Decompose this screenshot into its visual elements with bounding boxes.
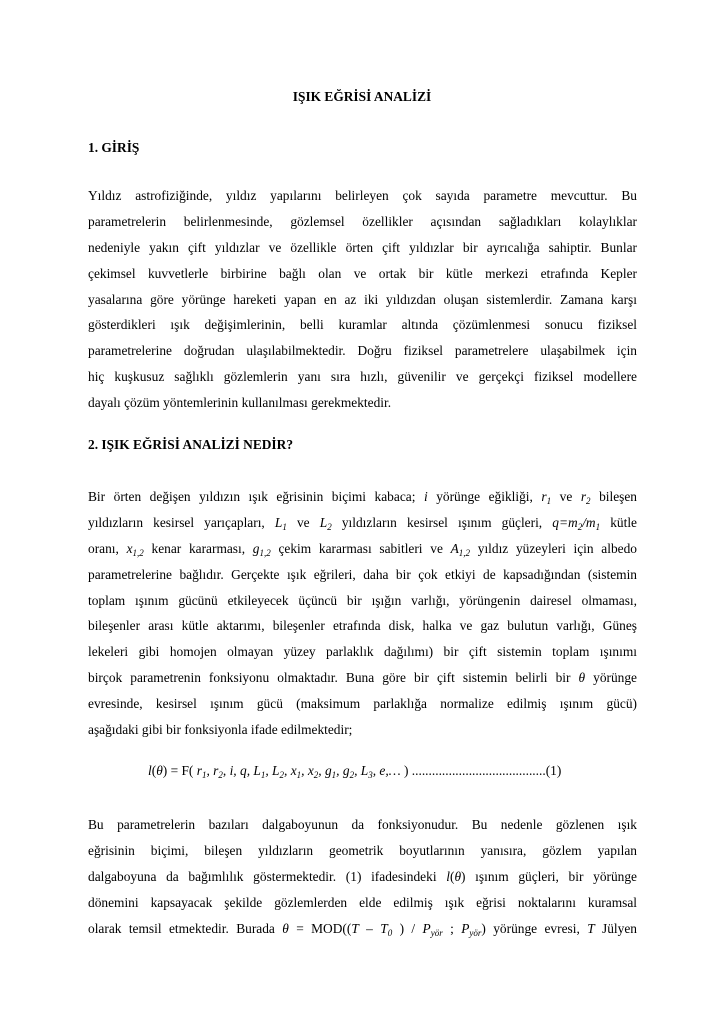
text-line: lekeleri gibi homojen olmayan yüzey parlaklık dağılımı) bir çift sistemin toplam ışınımı — [88, 644, 637, 660]
text-line: dönemini kapsayacak şekilde gözlemlerden elde edilmiş ışık eğrisi noktalarını kuramsal — [88, 894, 637, 910]
text-line: aşağıdaki gibi bir fonksiyonla ifade edilmektedir; — [88, 722, 353, 738]
paragraph-giris — [88, 183, 637, 416]
equation-1: l(θ) = F( $r_1$, $r_2$, i, q, $L_1$, $L_2$, $x_1$, $x_2$, $g_1$, $g_2$, $L_3$, e,… ) ........................................(1) — [148, 763, 562, 780]
text-line: birçok parametrenin fonksiyonu olmaktadır. Buna göre bir çift sistemin belirli bir θ yörünge — [88, 670, 638, 686]
section-heading-isik-egrisi: 2. IŞIK EĞRİSİ ANALİZİ NEDİR? — [88, 437, 294, 452]
text-line: hiç kuşkusuz sağlıklı gözlemlerin yanı sıra hızlı, güvenilir ve gerçekçi fiziksel modellere — [88, 369, 637, 385]
equation-dots: ........................................(1) — [411, 763, 562, 778]
text-line: gösterdikleri ışık değişimlerinin, belli kuramlar altında çözümlenmesi sonucu fiziksel — [88, 317, 637, 333]
text-line: dalgaboyuna da bağımlılık göstermektedir. (1) ifadesindeki l(θ) ışınım güçleri, bir yörünge — [88, 868, 637, 884]
text-line: bileşenler arası kütle aktarımı, bileşenler etrafında disk, halka ve gaz bulutun varlığı, Güneş — [88, 618, 637, 634]
section-heading-giris: 1. GİRİŞ — [88, 140, 140, 155]
text-line: evresinde, kesirsel ışınım gücü (maksimum parlaklığa normalize edilmiş ışınım gücü) — [88, 696, 637, 712]
text-line: dayalı çözüm yöntemlerinin kullanılması gerekmektedir. — [88, 395, 392, 411]
text-line: Bir örten değişen yıldızın ışık eğrisinin biçimi kabaca; i yörünge eğikliği, $r_1$ ve $r_2$ bileşen — [88, 489, 638, 506]
text-line: parametrelerine doğrudan ulaşılabilmektedir. Doğru fiziksel parametrelere ulaşabilmek için — [88, 343, 637, 359]
text-line: oranı, $x_{1,2}$ kenar kararması, $g_{1,2}$ çekim kararması sabitleri ve $A_{1,2}$ yıldız yüzeyleri için albedo — [88, 540, 637, 558]
text-line: Yıldız astrofiziğinde, yıldız yapılarını belirleyen çok sayıda parametre mevcuttur. Bu — [88, 188, 637, 203]
paragraph-isik-egrisi — [88, 484, 637, 743]
text-line: Bu parametrelerin bazıları dalgaboyunun da fonksiyonudur. Bu nedenle gözlenen ışık — [88, 817, 637, 832]
text-line: olarak temsil etmektedir. Burada $\theta = MOD((T - T_0$ ) / $P_{yör}$ ; $P_{yör}$) yörünge evresi, T Jülyen — [88, 920, 637, 938]
paragraph-dalgaboyu — [88, 812, 637, 941]
text-line: toplam ışınım gücünü etkileyecek üçüncü bir ışığın varlığı, yörüngenin dairesel olmaması, — [88, 592, 637, 608]
text-line: parametrelerine bağlıdır. Gerçekte ışık eğrileri, daha bir çok etkiyi de kapsadığından (sistemin — [88, 566, 637, 582]
document-title: IŞIK EĞRİSİ ANALİZİ — [292, 89, 432, 104]
text-line: çekimsel kuvvetlerle birbirine bağlı olan ve ortak bir kütle merkezi etrafında Kepler — [88, 265, 637, 281]
text-line: yıldızların kesirsel yarıçapları, $L_1$ ve $L_2$ yıldızların kesirsel ışınım güçleri, $q=m_2/m_1$ kütle — [88, 514, 637, 532]
text-line: eğrisinin biçimi, bileşen yıldızların geometrik boyutlarının yanısıra, gözlem yapılan — [88, 842, 637, 858]
text-line: yasalarına göre yörünge hareketi yapan en az iki yıldızdan oluşan sistemlerdir. Zamana karşı — [88, 291, 637, 307]
text-line: parametrelerin belirlenmesinde, gözlemsel özellikler açısından sağladıkları kolaylıklar — [88, 213, 637, 229]
text-line: nedeniyle yakın çift yıldızlar ve özellikle örten çift yıldızlar bir ayrıcalığa sahiptir. Bunlar — [88, 239, 637, 255]
